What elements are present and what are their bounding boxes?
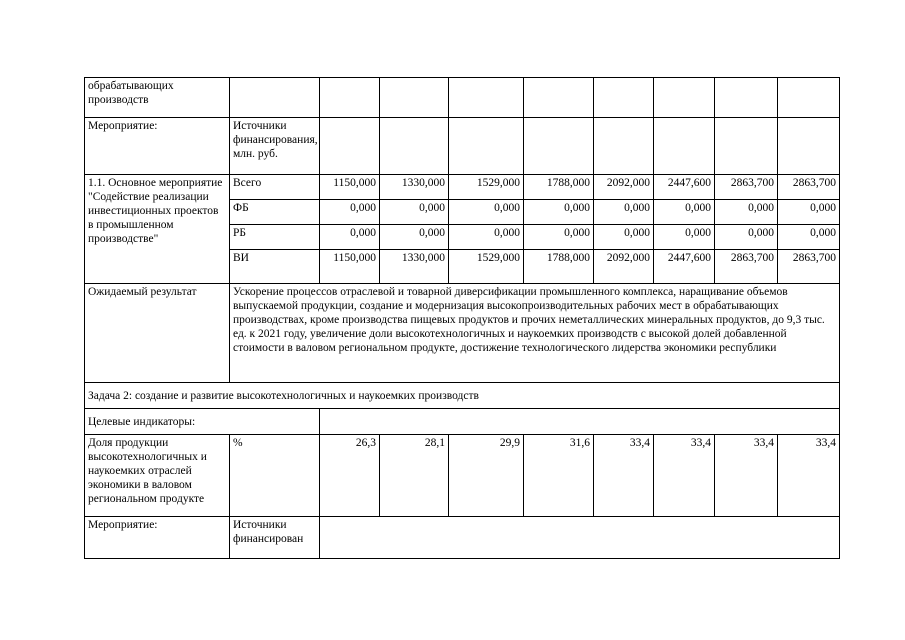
source-cell: ФБ [230,200,320,225]
value-cell: 33,4 [594,435,654,517]
value-cell: 0,000 [654,225,715,250]
value-cell: 2863,700 [778,250,840,284]
value-cell: 0,000 [524,200,594,225]
value-cell: 33,4 [778,435,840,517]
value-cell: 0,000 [524,225,594,250]
value-cell: 2447,600 [654,250,715,284]
measure-label: Мероприятие: [85,517,230,559]
value-cell: 1529,000 [449,175,524,200]
value-cell: 1330,000 [380,175,449,200]
value-cell: 1788,000 [524,175,594,200]
table-row [85,517,840,559]
value-cell: 29,9 [449,435,524,517]
main-measure-label: 1.1. Основное мероприятие "Содействие реализации инвестиционных проектов в промышленном производстве" [85,175,230,284]
value-cell: 0,000 [778,200,840,225]
expected-result-text: Ускорение процессов отраслевой и товарной диверсификации промышленного комплекса, наращивание объемов выпускаемой продукции, создание и модернизация высокопроизводительных рабочих мест в обрабатывающих производствах, кроме производства пищевых продуктов и прочих неметаллических минеральных продуктов, до 9,3 тыс. ед. к 2021 году, увеличение доли высокотехнологичных и наукоемких производств с высокой долей добавленной стоимости в валовом региональном продукте, достижение технологического лидерства экономики республики [230,284,840,383]
measure-label: Мероприятие: [85,118,230,175]
unit-cell: % [230,435,320,517]
source-cell: РБ [230,225,320,250]
value-cell: 1150,000 [320,175,380,200]
table-row [85,78,840,118]
value-cell: 2447,600 [654,175,715,200]
table-row [85,175,840,200]
value-cell: 2092,000 [594,175,654,200]
value-cell: 0,000 [594,200,654,225]
value-cell: 0,000 [449,225,524,250]
value-cell: 0,000 [380,200,449,225]
value-cell: 0,000 [320,200,380,225]
value-cell: 2863,700 [715,250,778,284]
source-cell: Всего [230,175,320,200]
value-cell: 2092,000 [594,250,654,284]
value-cell: 0,000 [715,225,778,250]
value-cell: 26,3 [320,435,380,517]
indicators-label: Целевые индикаторы: [85,409,320,435]
source-label: Источники финансирован [230,517,320,559]
value-cell: 0,000 [654,200,715,225]
value-cell: 1150,000 [320,250,380,284]
value-cell: 1788,000 [524,250,594,284]
value-cell: 2863,700 [715,175,778,200]
table-row [85,383,840,409]
value-cell: 28,1 [380,435,449,517]
value-cell: 1330,000 [380,250,449,284]
table-row [85,284,840,383]
task-heading: Задача 2: создание и развитие высокотехнологичных и наукоемких производств [85,383,840,409]
source-cell: ВИ [230,250,320,284]
expected-result-label: Ожидаемый результат [85,284,230,383]
value-cell: 31,6 [524,435,594,517]
value-cell: 0,000 [715,200,778,225]
value-cell: 0,000 [778,225,840,250]
value-cell: 33,4 [715,435,778,517]
program-table [84,77,840,559]
value-cell: 0,000 [380,225,449,250]
source-label: Источники финансирования, млн. руб. [230,118,320,175]
value-cell: 1529,000 [449,250,524,284]
value-cell: 0,000 [449,200,524,225]
value-cell: 0,000 [320,225,380,250]
row-label: обрабатывающих производств [85,78,230,118]
table-row [85,409,840,435]
value-cell: 33,4 [654,435,715,517]
indicator-label: Доля продукции высокотехнологичных и наукоемких отраслей экономики в валовом региональном продукте [85,435,230,517]
value-cell: 0,000 [594,225,654,250]
table-row [85,118,840,175]
value-cell: 2863,700 [778,175,840,200]
table-row [85,435,840,517]
